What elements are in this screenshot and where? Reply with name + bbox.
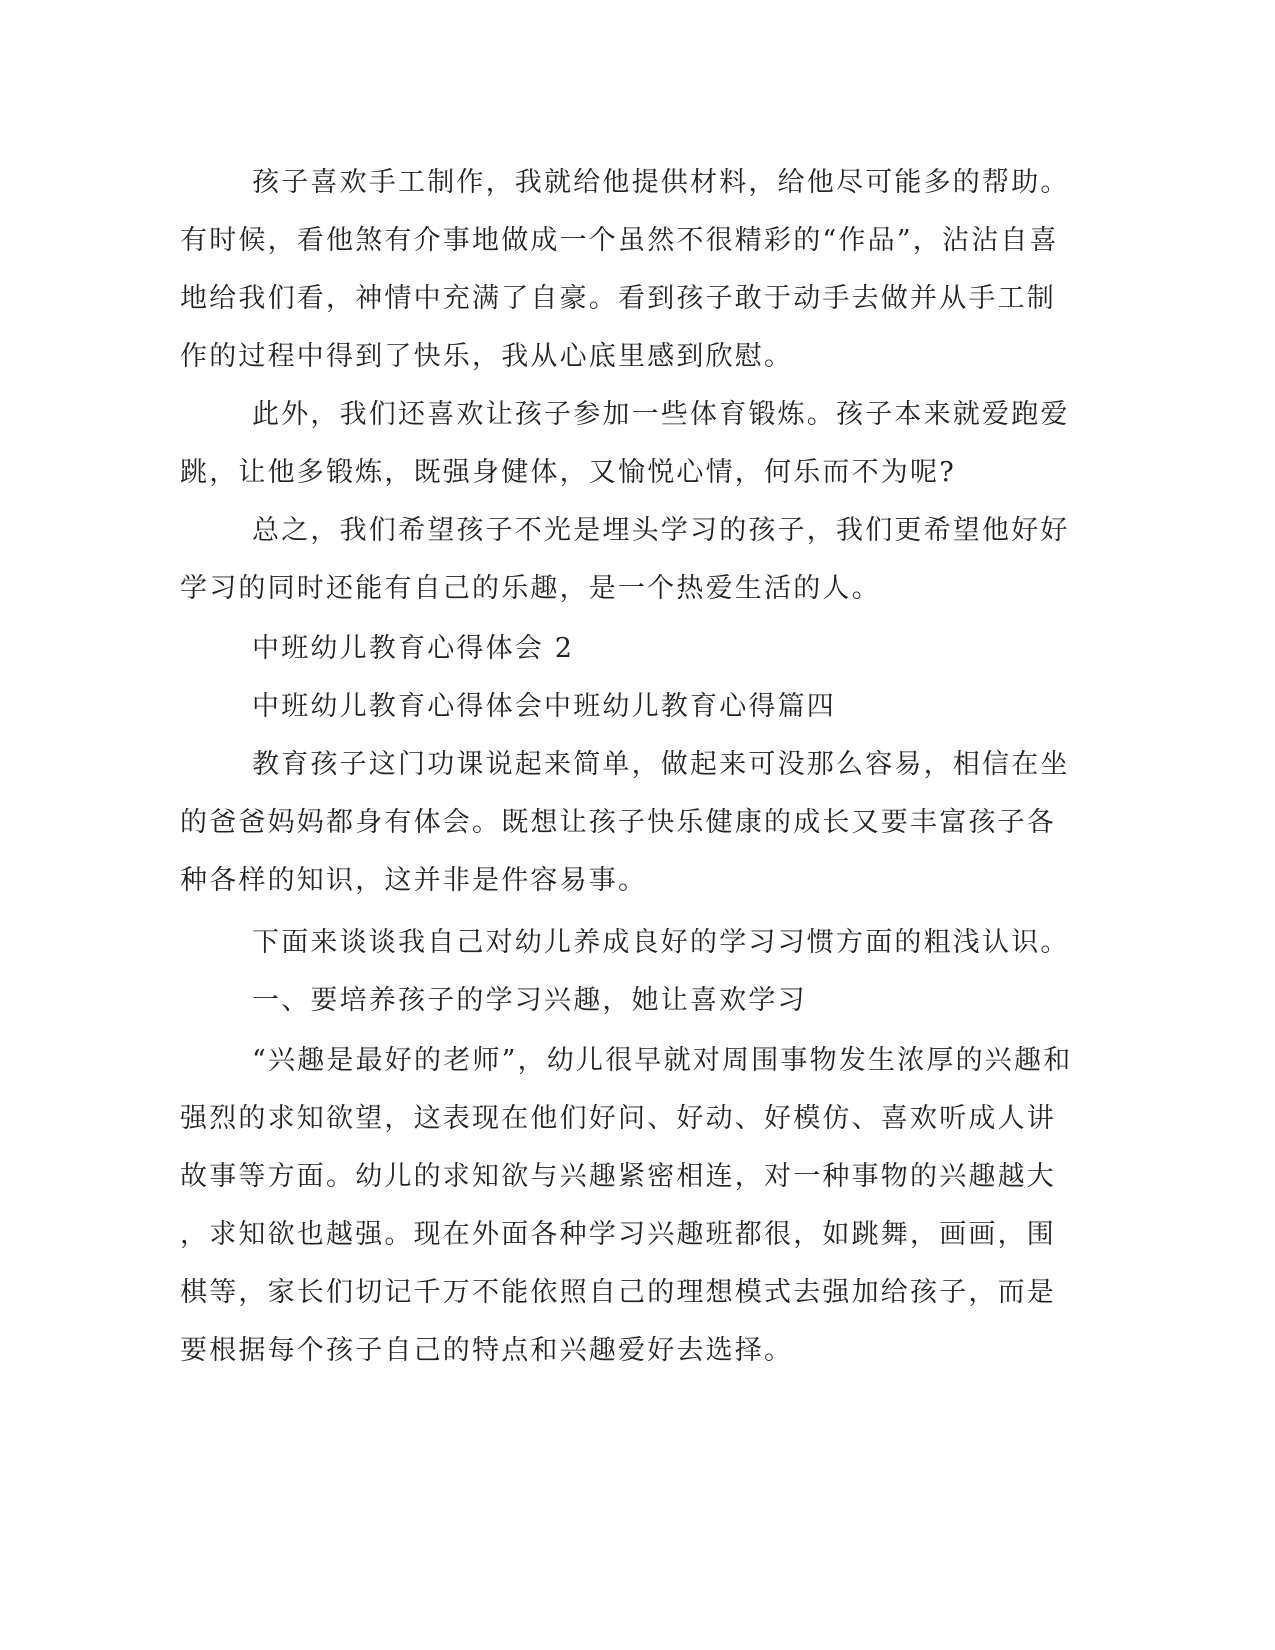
text-line: 孩子喜欢手工制作，我就给他提供材料，给他尽可能多的帮助。: [252, 167, 1070, 198]
text-line: 的爸爸妈妈都身有体会。既想让孩子快乐健康的成长又要丰富孩子各: [180, 807, 1056, 838]
text-line: 下面来谈谈我自己对幼儿养成良好的学习习惯方面的粗浅认识。: [252, 927, 1070, 958]
text-line: 故事等方面。幼儿的求知欲与兴趣紧密相连，对一种事物的兴趣越大: [180, 1161, 1056, 1192]
text-line: “兴趣是最好的老师”，幼儿很早就对周围事物发生浓厚的兴趣和: [252, 1045, 1073, 1076]
text-line: 要根据每个孩子自己的特点和兴趣爱好去选择。: [180, 1335, 794, 1366]
text-line: 一、要培养孩子的学习兴趣，她让喜欢学习: [252, 985, 807, 1016]
text-line: ，求知欲也越强。现在外面各种学习兴趣班都很，如跳舞，画画，围: [180, 1219, 1056, 1250]
text-line: 作的过程中得到了快乐，我从心底里感到欣慰。: [180, 341, 794, 372]
section-heading: 中班幼儿教育心得体会中班幼儿教育心得篇四: [252, 691, 836, 722]
text-line: 总之，我们希望孩子不光是埋头学习的孩子，我们更希望他好好: [252, 515, 1070, 546]
section-heading: 中班幼儿教育心得体会 2: [252, 633, 575, 664]
text-line: 棋等，家长们切记千万不能依照自己的理想模式去强加给孩子，而是: [180, 1277, 1056, 1308]
text-line: 教育孩子这门功课说起来简单，做起来可没那么容易，相信在坐: [252, 749, 1070, 780]
text-line: 强烈的求知欲望，这表现在他们好问、好动、好模仿、喜欢听成人讲: [180, 1103, 1056, 1134]
text-line: 地给我们看，神情中充满了自豪。看到孩子敢于动手去做并从手工制: [180, 283, 1056, 314]
text-line: 跳，让他多锻炼，既强身健体，又愉悦心情，何乐而不为呢?: [180, 457, 956, 488]
text-line: 此外，我们还喜欢让孩子参加一些体育锻炼。孩子本来就爱跑爱: [252, 399, 1070, 430]
text-line: 学习的同时还能有自己的乐趣，是一个热爱生活的人。: [180, 573, 881, 604]
text-line: 种各样的知识，这并非是件容易事。: [180, 865, 648, 896]
text-line: 有时候，看他煞有介事地做成一个虽然不很精彩的“作品”，沾沾自喜: [180, 225, 1059, 256]
